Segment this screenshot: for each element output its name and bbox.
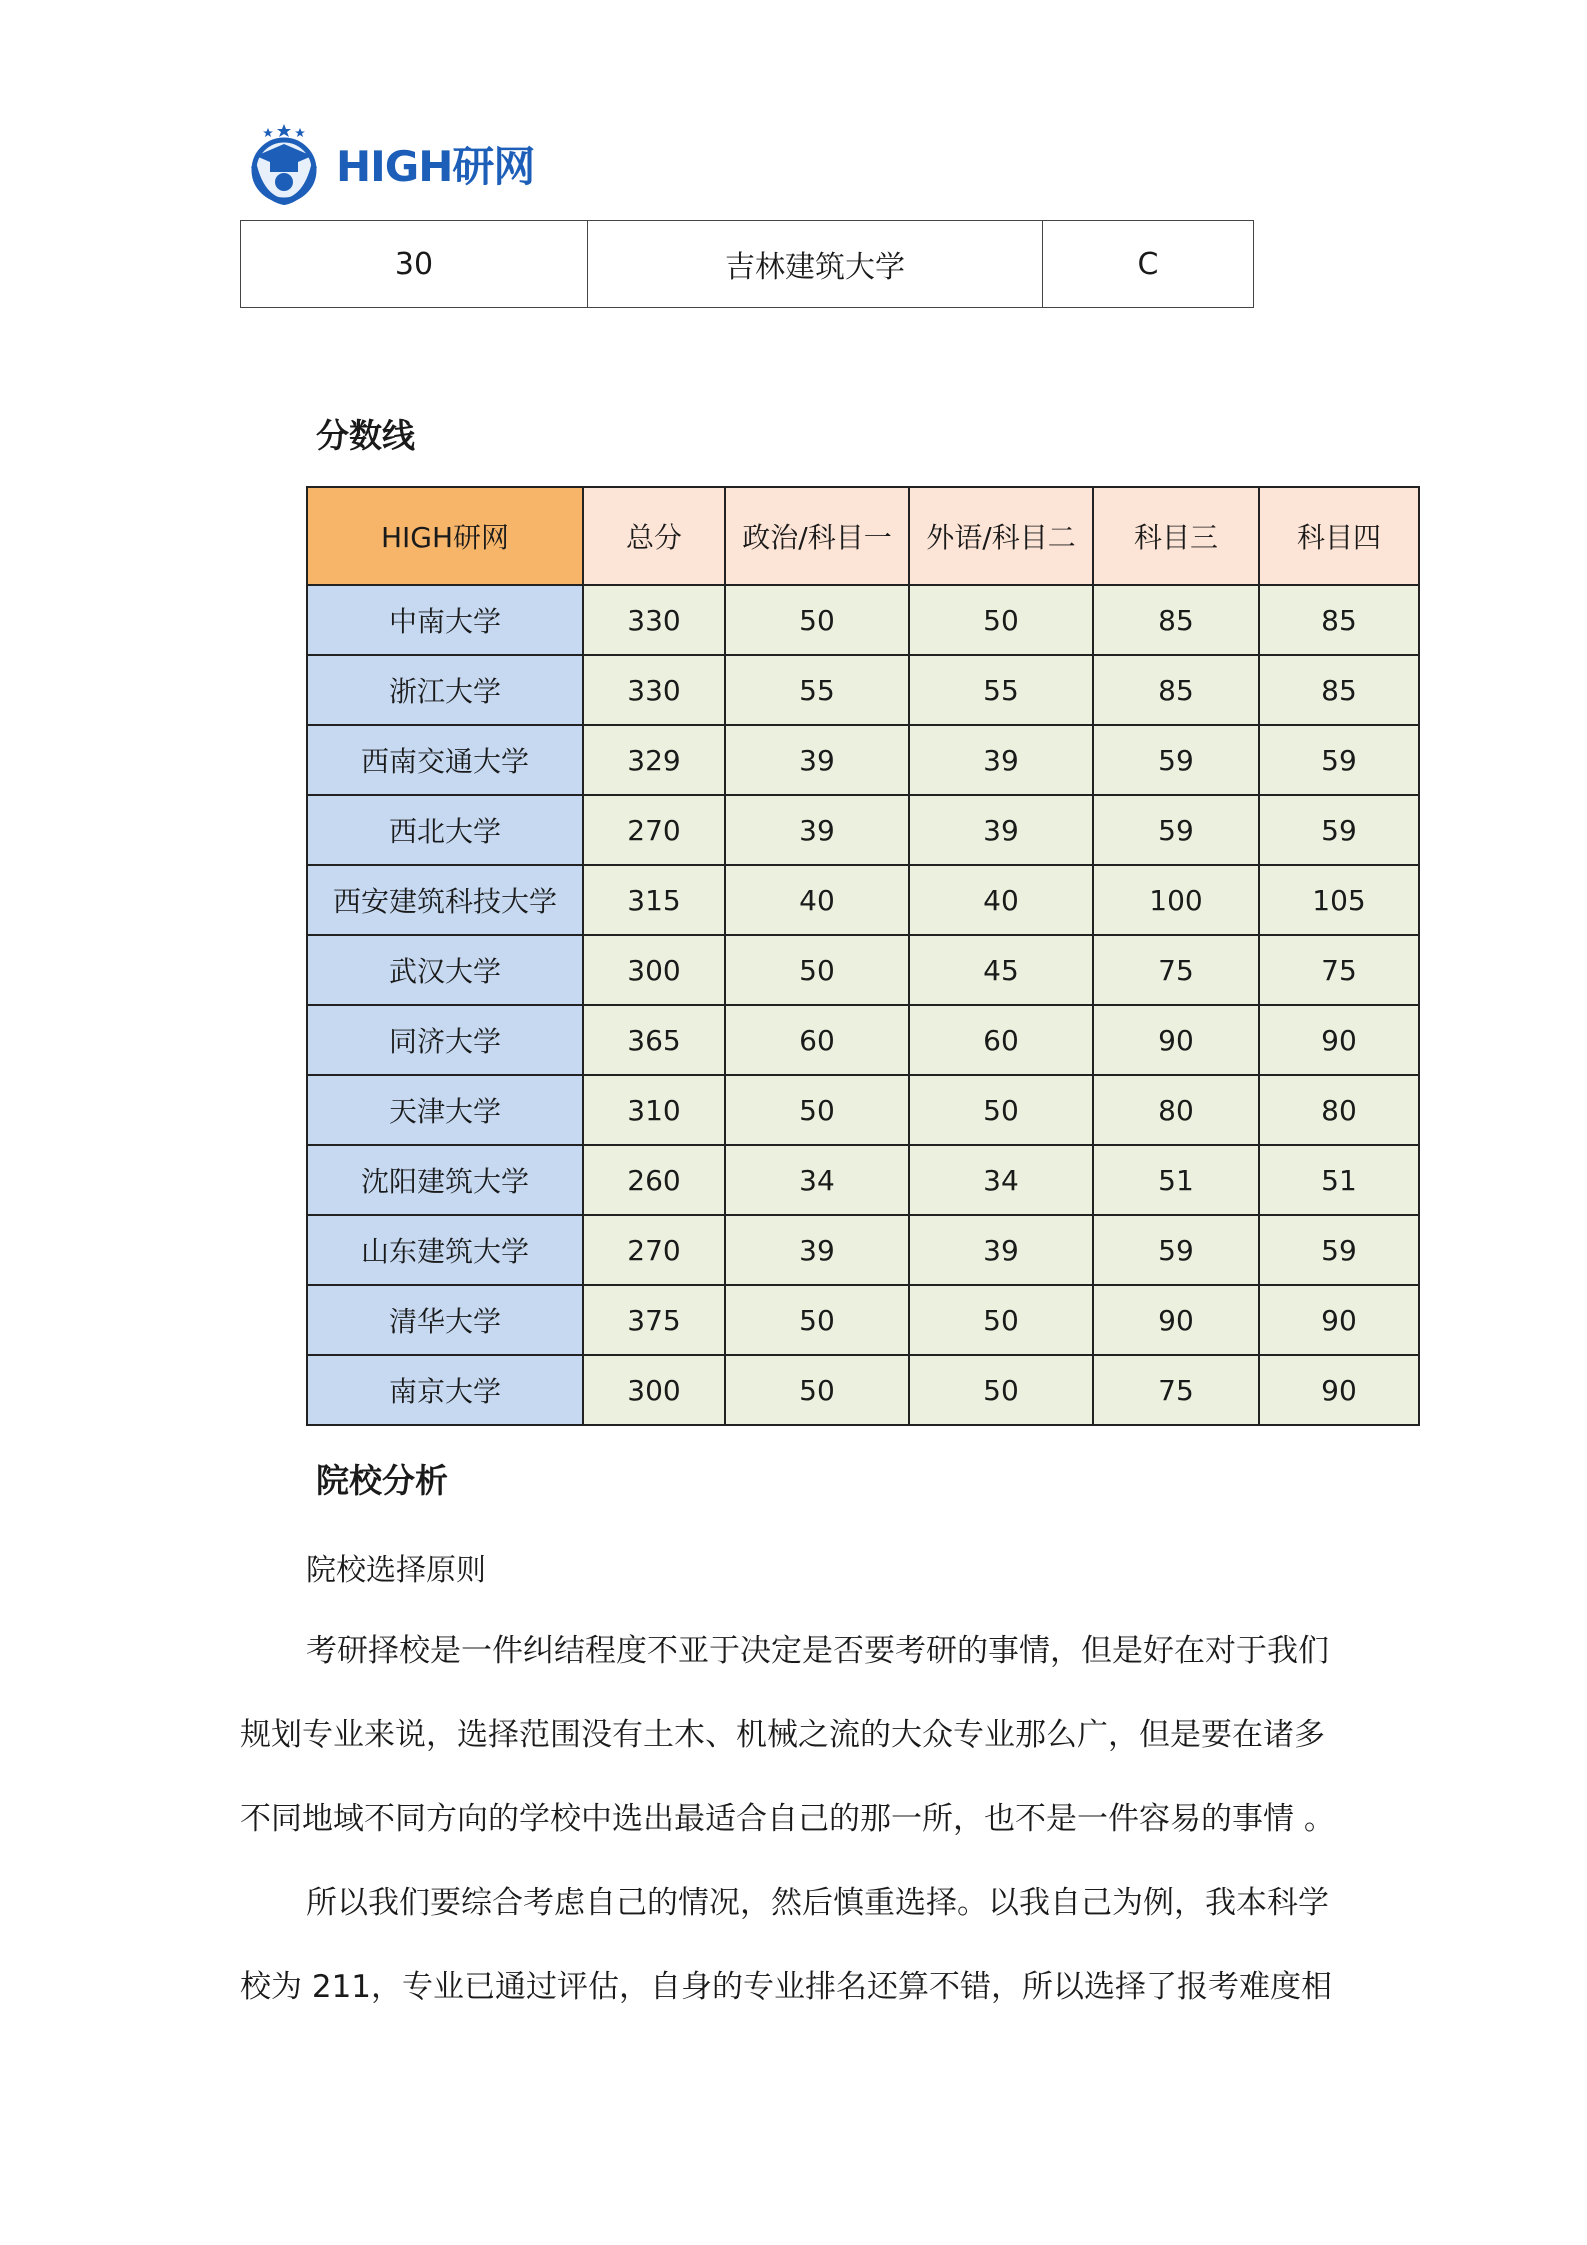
score-cell: 365 <box>583 1005 725 1075</box>
table-row <box>307 585 1419 655</box>
ranking-table-fragment <box>240 220 1254 308</box>
table-row <box>307 935 1419 1005</box>
score-cell: 55 <box>725 655 909 725</box>
school-name-cell: 中南大学 <box>307 585 583 655</box>
table-row <box>307 1285 1419 1355</box>
score-cell: 90 <box>1259 1005 1419 1075</box>
score-cell: 34 <box>725 1145 909 1215</box>
score-cell: 59 <box>1093 1215 1259 1285</box>
score-line-table <box>306 486 1420 1426</box>
table-row <box>307 1215 1419 1285</box>
score-cell: 60 <box>725 1005 909 1075</box>
score-cell: 270 <box>583 1215 725 1285</box>
score-cell: 270 <box>583 795 725 865</box>
score-cell: 59 <box>1093 725 1259 795</box>
school-name-cell: 山东建筑大学 <box>307 1215 583 1285</box>
score-cell: 85 <box>1093 585 1259 655</box>
score-cell: 80 <box>1093 1075 1259 1145</box>
table-header-row <box>307 487 1419 585</box>
brand-logo <box>240 118 540 210</box>
table-row <box>241 221 1254 308</box>
score-cell: 50 <box>909 1355 1093 1425</box>
school-name-cell: 沈阳建筑大学 <box>307 1145 583 1215</box>
score-cell: 40 <box>725 865 909 935</box>
score-cell: 50 <box>725 1075 909 1145</box>
table-row <box>307 795 1419 865</box>
section-heading-score: 分数线 <box>316 416 415 455</box>
header-cell: 政治/科目一 <box>725 487 909 585</box>
score-cell: 75 <box>1259 935 1419 1005</box>
score-cell: 50 <box>909 585 1093 655</box>
table-row <box>307 1075 1419 1145</box>
rank-cell: 30 <box>241 221 588 308</box>
score-cell: 51 <box>1259 1145 1419 1215</box>
score-cell: 90 <box>1093 1285 1259 1355</box>
paragraph-line: 考研择校是一件纠结程度不亚于决定是否要考研的事情，但是好在对于我们 <box>306 1633 1329 1669</box>
score-cell: 300 <box>583 1355 725 1425</box>
score-cell: 50 <box>725 935 909 1005</box>
school-name-cell: 西北大学 <box>307 795 583 865</box>
score-cell: 90 <box>1259 1285 1419 1355</box>
score-cell: 315 <box>583 865 725 935</box>
score-cell: 39 <box>725 725 909 795</box>
score-cell: 330 <box>583 655 725 725</box>
section-heading-analysis: 院校分析 <box>316 1461 448 1500</box>
header-cell: 总分 <box>583 487 725 585</box>
score-cell: 50 <box>725 1285 909 1355</box>
score-cell: 105 <box>1259 865 1419 935</box>
score-cell: 90 <box>1259 1355 1419 1425</box>
score-cell: 59 <box>1093 795 1259 865</box>
header-cell: 科目四 <box>1259 487 1419 585</box>
school-name-cell: 西南交通大学 <box>307 725 583 795</box>
score-cell: 55 <box>909 655 1093 725</box>
score-cell: 50 <box>909 1075 1093 1145</box>
table-row <box>307 1145 1419 1215</box>
table-row <box>307 655 1419 725</box>
paragraph-line: 规划专业来说，选择范围没有土木、机械之流的大众专业那么广，但是要在诸多 <box>240 1717 1325 1753</box>
score-cell: 39 <box>909 795 1093 865</box>
school-name-cell: 西安建筑科技大学 <box>307 865 583 935</box>
score-cell: 59 <box>1259 795 1419 865</box>
score-cell: 300 <box>583 935 725 1005</box>
graduation-cap-emblem-icon <box>240 120 328 208</box>
score-cell: 59 <box>1259 725 1419 795</box>
score-cell: 39 <box>725 795 909 865</box>
paragraph-line: 所以我们要综合考虑自己的情况，然后慎重选择。以我自己为例，我本科学 <box>306 1885 1329 1921</box>
table-row <box>307 1355 1419 1425</box>
score-cell: 39 <box>909 1215 1093 1285</box>
header-cell: 外语/科目二 <box>909 487 1093 585</box>
score-cell: 330 <box>583 585 725 655</box>
school-name-cell: 同济大学 <box>307 1005 583 1075</box>
paragraph-line: 校为 211，专业已通过评估，自身的专业排名还算不错，所以选择了报考难度相 <box>240 1969 1333 2005</box>
school-name-cell: 南京大学 <box>307 1355 583 1425</box>
score-cell: 45 <box>909 935 1093 1005</box>
subheading: 院校选择原则 <box>306 1553 486 1588</box>
table-row <box>307 865 1419 935</box>
score-cell: 51 <box>1093 1145 1259 1215</box>
score-cell: 75 <box>1093 935 1259 1005</box>
score-cell: 34 <box>909 1145 1093 1215</box>
paragraph-line: 不同地域不同方向的学校中选出最适合自己的那一所，也不是一件容易的事情 。 <box>240 1801 1335 1837</box>
school-name-cell: 武汉大学 <box>307 935 583 1005</box>
score-cell: 85 <box>1093 655 1259 725</box>
school-cell: 吉林建筑大学 <box>588 221 1043 308</box>
score-cell: 50 <box>725 585 909 655</box>
score-cell: 75 <box>1093 1355 1259 1425</box>
school-name-cell: 清华大学 <box>307 1285 583 1355</box>
score-cell: 90 <box>1093 1005 1259 1075</box>
grade-cell: C <box>1043 221 1254 308</box>
score-cell: 39 <box>725 1215 909 1285</box>
score-cell: 100 <box>1093 865 1259 935</box>
score-cell: 310 <box>583 1075 725 1145</box>
school-name-cell: 天津大学 <box>307 1075 583 1145</box>
score-cell: 50 <box>909 1285 1093 1355</box>
score-cell: 375 <box>583 1285 725 1355</box>
header-cell: 科目三 <box>1093 487 1259 585</box>
table-row <box>307 1005 1419 1075</box>
score-cell: 40 <box>909 865 1093 935</box>
score-cell: 260 <box>583 1145 725 1215</box>
logo-text: HIGH研网 <box>336 142 535 191</box>
score-cell: 50 <box>725 1355 909 1425</box>
school-name-cell: 浙江大学 <box>307 655 583 725</box>
score-cell: 39 <box>909 725 1093 795</box>
score-cell: 59 <box>1259 1215 1419 1285</box>
score-cell: 60 <box>909 1005 1093 1075</box>
score-table-body <box>307 585 1419 1425</box>
score-cell: 329 <box>583 725 725 795</box>
score-cell: 80 <box>1259 1075 1419 1145</box>
header-cell: HIGH研网 <box>307 487 583 585</box>
score-cell: 85 <box>1259 655 1419 725</box>
paragraph-2 <box>240 1861 1360 2029</box>
table-row <box>307 725 1419 795</box>
paragraph-1 <box>240 1609 1360 1861</box>
score-cell: 85 <box>1259 585 1419 655</box>
